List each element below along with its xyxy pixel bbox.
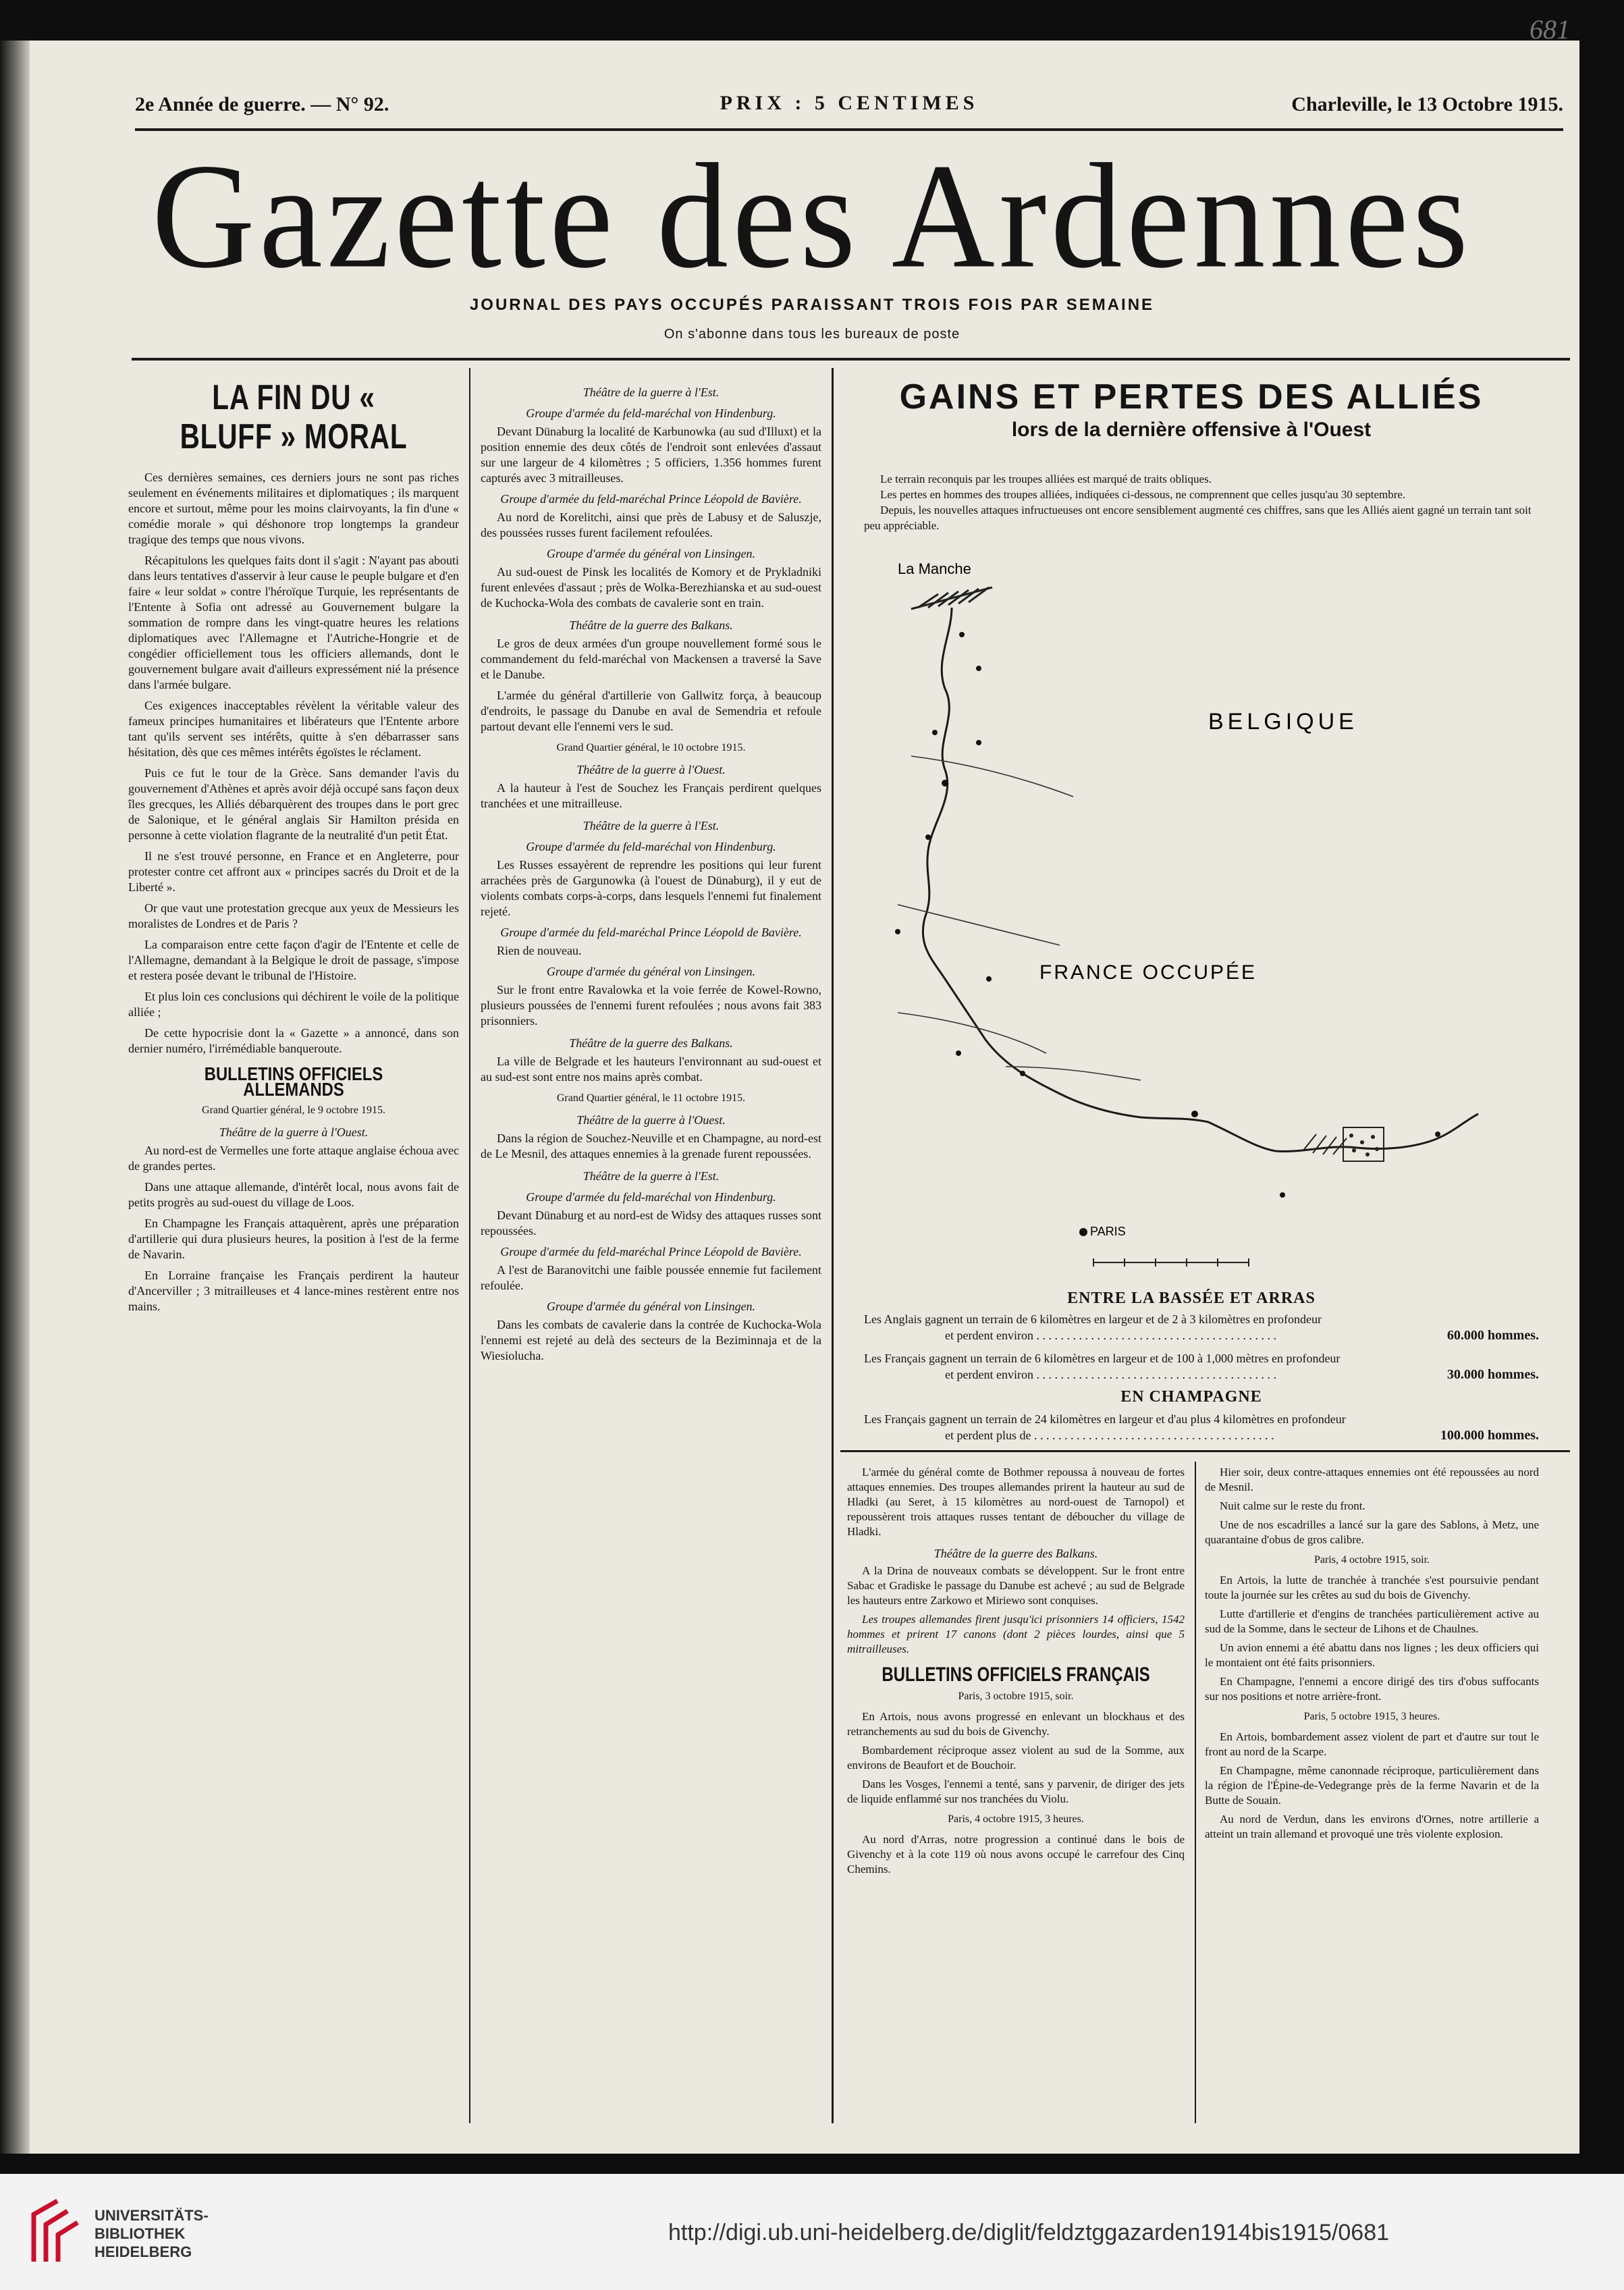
masthead-rule: [132, 358, 1570, 361]
report-paragraph: Le gros de deux armées d'un groupe nouvellement formé sous le commandement du feld-maréchal von Mackensen a traversé la Save et le Danube.: [481, 637, 821, 681]
article-paragraph: Or que vaut une protestation grecque aux yeux de Messieurs les moralistes de Londres et de Paris ?: [128, 901, 459, 930]
intro-line: Les pertes en hommes des troupes alliées, indiquées ci-dessous, ne comprennent que celles jusqu'au 30 septembre.: [880, 488, 1406, 501]
bulletin-paragraph: En Lorraine française les Français perdirent la hauteur d'Ancerviller ; 3 mitrailleuses et 4 lance-mines restèrent entre nos mains.: [128, 1269, 459, 1313]
stat-value: 30.000 hommes.: [1446, 1367, 1539, 1382]
library-footer: [0, 2174, 1624, 2290]
group-heading: Groupe d'armée du feld-maréchal von Hindenburg.: [526, 1190, 776, 1204]
place-date: Charleville, le 13 Octobre 1915.: [1291, 93, 1563, 115]
bulletin-heading-german: BULLETINS OFFICIELS ALLEMANDS: [204, 1063, 383, 1100]
masthead-title: Gazette des Ardennes: [151, 132, 1473, 299]
stat-value: 60.000 hommes.: [1446, 1328, 1539, 1343]
intro-line: Depuis, les nouvelles attaques infructueuses ont encore sensiblement augmenté ces chiffres, sans que les Alliés aient gagné un terrain tant soit peu appréciable.: [864, 504, 1532, 532]
report-paragraph: A la Drina de nouveaux combats se développent. Sur le front entre Sabac et Gradiske le passage du Danube est achevé ; au sud de Belgrade les hauteurs entre Zarkowo et Miriewo sont conquises.: [847, 1564, 1185, 1607]
label-paris: PARIS: [1090, 1225, 1126, 1238]
article-paragraph: Et plus loin ces conclusions qui déchirent le voile de la politique alliée ;: [128, 990, 459, 1019]
bulletin-paragraph: En Artois, la lutte de tranchée à tranchée s'est poursuivie pendant toute la journée sur les crêtes au sud du bois de Givenchy.: [1205, 1574, 1539, 1601]
bulletin-date: Paris, 4 octobre 1915, soir.: [1314, 1554, 1430, 1566]
library-name-line: HEIDELBERG: [94, 2243, 192, 2260]
bulletin-paragraph: Lutte d'artillerie et d'engins de tranchées particulièrement active au sud de la Somme, dans le secteur de Lihons et de Chaulnes.: [1205, 1607, 1539, 1635]
map-background: [871, 554, 1512, 1276]
bulletin-date: Grand Quartier général, le 9 octobre 1915.: [202, 1104, 385, 1116]
article-paragraph: La comparaison entre cette façon d'agir de l'Entente et celle de l'Allemagne, demandant à la Belgique le droit de passage, s'impose et restera posée devant le tribunal de l'Histoire.: [128, 938, 459, 982]
report-paragraph: Les troupes allemandes firent jusqu'ici prisonniers 14 officiers, 1542 hommes et prirent 17 canons (dont 2 pièces lourdes, ainsi que 5 mitrailleuses.: [847, 1613, 1185, 1655]
issue-number: 2e Année de guerre. — N° 92.: [135, 93, 389, 115]
section-heading: Théâtre de la guerre à l'Ouest.: [576, 763, 726, 776]
heading-champagne: EN CHAMPAGNE: [1120, 1388, 1262, 1406]
report-paragraph: Les Russes essayèrent de reprendre les positions qui leur furent arrachées près de Gargunowka (à l'ouest de Dünaburg), il y eut de violents combats corps-à-corps, dans lesquels l'ennemi fut finalement rejeté.: [481, 858, 821, 918]
bulletin-paragraph: Nuit calme sur le reste du front.: [1220, 1499, 1365, 1512]
report-paragraph: A l'est de Baranovitchi une faible poussée ennemie fut facilement refoulée.: [481, 1263, 821, 1292]
section-heading: Théâtre de la guerre à l'Ouest.: [219, 1125, 369, 1139]
stat-tail-text: et perdent environ: [945, 1368, 1033, 1381]
bulletin-paragraph: En Champagne, même canonnade réciproque, particulièrement dans la région de l'Épine-de-Vedegrange près de la ferme Navarin et de la Butte de Souain.: [1205, 1764, 1539, 1807]
bulletin-paragraph: En Artois, bombardement assez violent de part et d'autre sur tout le front au nord de la Scarpe.: [1205, 1730, 1539, 1758]
bulletin-paragraph: Dans une attaque allemande, d'intérêt local, nous avons fait de petits progrès au sud-ouest du village de Loos.: [128, 1180, 459, 1209]
bulletin-paragraph: En Artois, nous avons progressé en enlevant un blockhaus et des retranchements au sud du bois de Givenchy.: [847, 1710, 1185, 1738]
stat-tail-text: et perdent environ: [945, 1329, 1033, 1342]
article-paragraph: Récapitulons les quelques faits dont il s'agit : N'ayant pas abouti dans leurs tentatives d'asservir à leur cause le peuple bulgare et d'en faire « leur soldat » contre l'héroïque Turquie, les représentants de l'Entente à Sofia ont adressé au Gouvernement bulgare la sommation de rompre dans les vingt-quatre heures les relations diplomatiques avec l'Allemagne et l'Autriche-Hongrie et de congédier officiellement tous les officiers allemands, dont le gouvernement bulgare avait d'ailleurs expressément nié la présence dans l'armée bulgare.: [128, 554, 459, 691]
map-subtitle: lors de la dernière offensive à l'Ouest: [1011, 419, 1372, 441]
bulletin-paragraph: Au nord d'Arras, notre progression a continué dans le bois de Givenchy et à la cote 119 où nous avons occupé le carrefour des Cinq Chemins.: [847, 1833, 1185, 1875]
archive-page-number: 681: [1530, 14, 1570, 45]
bulletin-paragraph: Un avion ennemi a été abattu dans nos lignes ; les deux officiers qui le montaient ont été faits prisonniers.: [1205, 1641, 1539, 1669]
bulletin-heading-french: BULLETINS OFFICIELS FRANÇAIS: [882, 1663, 1150, 1686]
article-paragraph: Ces exigences inacceptables révèlent la véritable valeur des fameux principes humanitaires et libérateurs que l'Entente arbore tant qu'ils servent ses intérêts, quitte à s'en débarrasser sans hésitation, dès que ces mêmes intérêts égoïstes le réclament.: [128, 699, 459, 759]
group-heading: Groupe d'armée du feld-maréchal Prince Léopold de Bavière.: [500, 1245, 802, 1258]
article-paragraph: De cette hypocrisie dont la « Gazette » a annoncé, dans son dernier numéro, l'irrémédiable banqueroute.: [128, 1026, 459, 1055]
report-paragraph: A la hauteur à l'est de Souchez les Français perdirent quelques tranchées et une mitrailleuse.: [481, 781, 821, 810]
stat-tail-text: et perdent plus de: [945, 1429, 1031, 1442]
heading-la-bassee-arras: ENTRE LA BASSÉE ET ARRAS: [1067, 1289, 1316, 1307]
stat-tail: et perdent plus de . . . . . . . . . . . . . . . . . . . . . . . . . . . . . . . . . . . . . . . . 100.000 hommes.: [945, 1428, 1539, 1443]
bulletin-date: Paris, 5 octobre 1915, 3 heures.: [1303, 1711, 1440, 1722]
group-heading: Groupe d'armée du général von Linsingen.: [546, 1300, 756, 1313]
map-title: GAINS ET PERTES DES ALLIÉS: [899, 377, 1484, 417]
section-heading: Théâtre de la guerre des Balkans.: [569, 618, 733, 632]
column-2: [481, 378, 821, 1369]
report-paragraph: Dans les combats de cavalerie dans la contrée de Kuchocka-Wola l'ennemi est rejeté au delà des secteurs de la Beziminnaja et de la Wiesiolucha.: [481, 1318, 821, 1362]
report-paragraph: L'armée du général comte de Bothmer repoussa à nouveau de fortes attaques ennemies. Des troupes allemandes prirent la hauteur au sud de Hladki (au Seret, à 15 kilomètres au nord-ouest de Tarnopol) et repoussèrent trois attaques russes tentant de déboucher du village de Hladki.: [847, 1466, 1185, 1538]
bulletin-date: Paris, 4 octobre 1915, 3 heures.: [948, 1813, 1084, 1825]
stat-value: 100.000 hommes.: [1440, 1428, 1539, 1443]
page-gutter: [0, 41, 30, 2154]
library-logo-icon: [20, 2194, 88, 2268]
bulletin-paragraph: Dans les Vosges, l'ennemi a tenté, sans y parvenir, de diriger des jets de liquide enflammé sur nos tranchées du Violu.: [847, 1778, 1185, 1805]
library-name-line: BIBLIOTHEK: [94, 2225, 186, 2242]
article-paragraph: Ces dernières semaines, ces derniers jours ne sont pas riches seulement en événements militaires et diplomatiques ; ils marquent encore et surtout, même pour les moins clairvoyants, la fin d'une « comédie morale » qui déshonore trop longtemps la grandeur tragique des temps que nous vivons.: [128, 471, 459, 546]
label-france-occupee: FRANCE OCCUPÉE: [1039, 961, 1257, 984]
article-paragraph: Puis ce fut le tour de la Grèce. Sans demander l'avis du gouvernement d'Athènes et après avoir déjà occupé sans façon deux îles grecques, les Alliés débarquèrent des troupes dans le port grec de Salonique, et le général anglais Sir Hamilton présida en personne à cette violation flagrante de la neutralité d'un petit État.: [128, 766, 459, 842]
bulletin-paragraph: Au nord de Verdun, dans les environs d'Ornes, notre artillerie a atteint un train allemand et provoqué une très violente explosion.: [1205, 1813, 1539, 1840]
permalink-url[interactable]: http://digi.ub.uni-heidelberg.de/diglit/feldztggazarden1914bis1915/0681: [668, 2220, 1390, 2245]
price: PRIX : 5 CENTIMES: [720, 92, 979, 114]
headline-bluff: LA FIN DU « BLUFF » MORAL: [180, 378, 408, 456]
report-paragraph: La ville de Belgrade et les hauteurs l'environnant au sud-ouest et au sud-est sont entre nos mains après combat.: [481, 1055, 821, 1084]
stat-lead: Les Français gagnent un terrain de 6 kilomètres en largeur et de 100 à 1,000 mètres en profondeur: [864, 1352, 1341, 1365]
masthead-subtitle: JOURNAL DES PAYS OCCUPÉS PARAISSANT TROIS FOIS PAR SEMAINE: [469, 296, 1155, 314]
stat-tail: et perdent environ . . . . . . . . . . . . . . . . . . . . . . . . . . . . . . . . . . . . . . . . 60.000 hommes.: [945, 1328, 1539, 1343]
label-belgique: BELGIQUE: [1208, 709, 1358, 735]
library-name-line: UNIVERSITÄTS-: [94, 2207, 209, 2224]
column-rule-3: [1195, 1462, 1196, 2123]
column-4: [1205, 1465, 1539, 1846]
bulletin-paragraph: En Champagne, l'ennemi a encore dirigé des tirs d'obus suffocants sur nos positions et notre arrière-front.: [1205, 1675, 1539, 1703]
report-date: Grand Quartier général, le 10 octobre 1915.: [556, 742, 746, 753]
bulletin-date: Paris, 3 octobre 1915, soir.: [958, 1690, 1074, 1702]
section-heading: Théâtre de la guerre des Balkans.: [933, 1547, 1098, 1560]
report-paragraph: Au sud-ouest de Pinsk les localités de Komory et de Prykladniki furent enlevées d'assaut ; près de Wolka-Berezhianska et au sud-ouest de Kuchocka-Wola des combats de cavalerie sont en train.: [481, 565, 821, 610]
column-3: [847, 1465, 1185, 1881]
group-heading: Groupe d'armée du feld-maréchal von Hindenburg.: [526, 840, 776, 853]
column-rule-2: [832, 368, 834, 2123]
stat-champagne: [864, 1411, 1539, 1443]
column-rule-1: [469, 368, 470, 2123]
subscription-note: On s'abonne dans tous les bureaux de poste: [664, 327, 960, 342]
bulletin-paragraph: Une de nos escadrilles a lancé sur la gare des Sablons, à Metz, une quarantaine d'obus de gros calibre.: [1205, 1518, 1539, 1546]
group-heading: Groupe d'armée du général von Linsingen.: [546, 965, 756, 978]
section-heading: Théâtre de la guerre à l'Est.: [583, 1169, 720, 1183]
bulletin-paragraph: Hier soir, deux contre-attaques ennemies ont été repoussées au nord de Mesnil.: [1205, 1466, 1539, 1493]
report-paragraph: L'armée du général d'artillerie von Gallwitz força, à beaucoup d'endroits, le passage du Danube en aval de Semendria et refoule partout devant elle l'ennemi vers le sud.: [481, 689, 821, 733]
intro-line: Le terrain reconquis par les troupes alliées est marqué de traits obliques.: [880, 473, 1212, 485]
report-date: Grand Quartier général, le 11 octobre 1915.: [556, 1092, 746, 1104]
column-1: [128, 378, 459, 1320]
bulletin-paragraph: Au nord-est de Vermelles une forte attaque anglaise échoua avec de grandes pertes.: [128, 1144, 459, 1173]
stat-french-arras: [864, 1350, 1539, 1383]
stat-lead: Les Anglais gagnent un terrain de 6 kilomètres en largeur et de 2 à 3 kilomètres en profondeur: [864, 1312, 1322, 1326]
group-heading: Groupe d'armée du feld-maréchal von Hindenburg.: [526, 406, 776, 420]
map-intro: [864, 471, 1539, 533]
report-paragraph: Au nord de Korelitchi, ainsi que près de Labusy et de Saluszje, des poussées russes furent facilement refoulées.: [481, 510, 821, 539]
report-paragraph: Sur le front entre Ravalowka et la voie ferrée de Kowel-Rowno, plusieurs poussées de l'ennemi furent refoulées ; nous avons fait 383 prisonniers.: [481, 983, 821, 1028]
library-name: [94, 2206, 209, 2261]
report-paragraph: Devant Dünaburg la localité de Karbunowka (au sud d'Illuxt) et la position ennemie des deux côtés de l'endroit sont enlevées d'assaut sur une largeur de 4 kilomètres ; 5 officiers, 1.356 hommes furent capturés avec 3 mitrailleuses.: [481, 425, 821, 485]
label-la-manche: La Manche: [898, 560, 971, 577]
report-paragraph: Rien de nouveau.: [497, 944, 582, 957]
bulletin-paragraph: En Champagne les Français attaquèrent, après une préparation d'artillerie qui dura plusieurs heures, la position à l'est de la ferme de Navarin.: [128, 1217, 459, 1261]
report-paragraph: Devant Dünaburg et au nord-est de Widsy des attaques russes sont repoussées.: [481, 1208, 821, 1237]
article-paragraph: Il ne s'est trouvé personne, en France et en Angleterre, pour protester contre cet affront aux « principes sacrés du Droit et de la Liberté ».: [128, 849, 459, 894]
stat-tail: et perdent environ . . . . . . . . . . . . . . . . . . . . . . . . . . . . . . . . . . . . . . . . 30.000 hommes.: [945, 1367, 1539, 1382]
group-heading: Groupe d'armée du général von Linsingen.: [546, 547, 756, 560]
section-heading: Théâtre de la guerre à l'Est.: [583, 385, 720, 399]
issue-line: [135, 88, 1563, 126]
front-map: [871, 554, 1512, 1276]
section-heading: Théâtre de la guerre des Balkans.: [569, 1036, 733, 1050]
map-bottom-rule: [840, 1450, 1570, 1452]
section-heading: Théâtre de la guerre à l'Est.: [583, 819, 720, 832]
section-heading: Théâtre de la guerre à l'Ouest.: [576, 1113, 726, 1127]
group-heading: Groupe d'armée du feld-maréchal Prince Léopold de Bavière.: [500, 492, 802, 506]
stat-english: [864, 1311, 1539, 1343]
stat-lead: Les Français gagnent un terrain de 24 kilomètres en largeur et d'au plus 4 kilomètres en profondeur: [864, 1412, 1346, 1426]
bulletin-paragraph: Bombardement réciproque assez violent au sud de la Somme, aux environs de Beaufort et de Bouchoir.: [847, 1744, 1185, 1772]
report-paragraph: Dans la région de Souchez-Neuville et en Champagne, au nord-est de Le Mesnil, des attaques ennemies à la grenade furent repoussées.: [481, 1131, 821, 1161]
group-heading: Groupe d'armée du feld-maréchal Prince Léopold de Bavière.: [500, 926, 802, 939]
